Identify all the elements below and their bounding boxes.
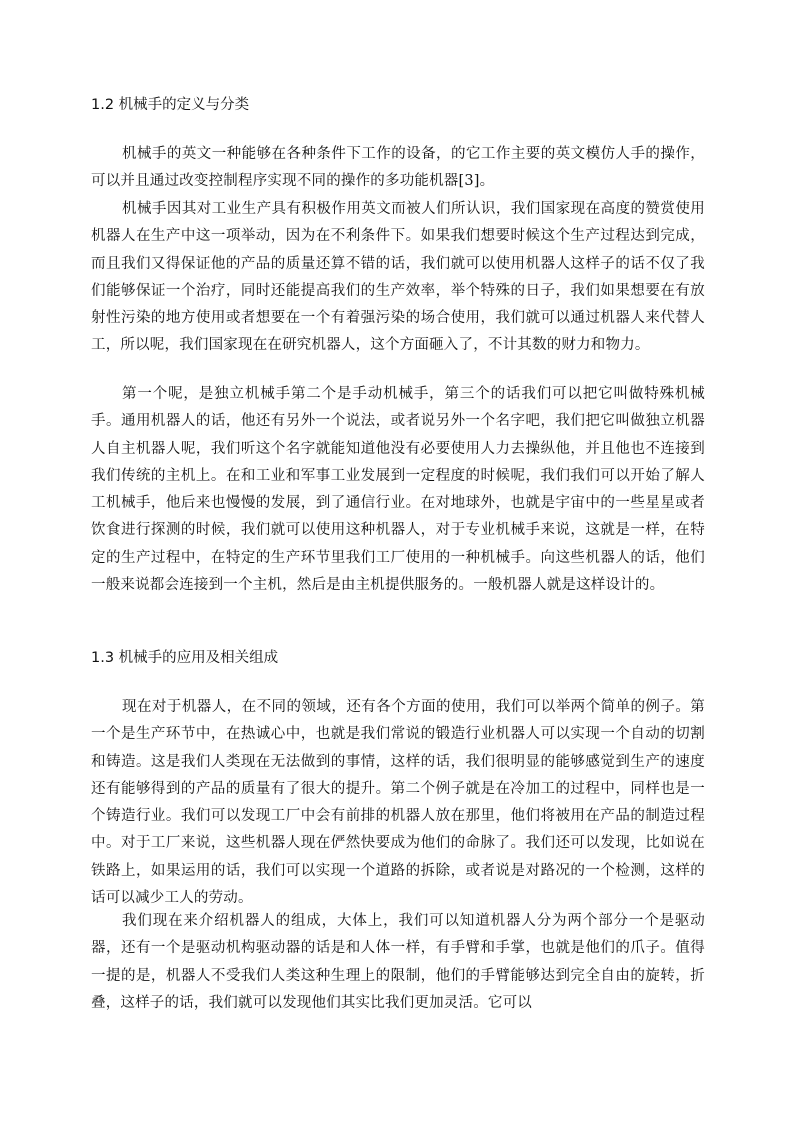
section-heading-1-2: 1.2 机械手的定义与分类 [91,97,250,113]
paragraph-composition: 我们现在来介绍机器人的组成，大体上，我们可以知道机器人分为两个部分一个是驱动器，还有一个是驱动机构驱动器的话是和人体一样，有手臂和手掌，也就是他们的爪子。值得一提的是，机器人不受我们人类这种生理上的限制，他们的手臂能够达到完全自由的旋转，折叠，这样子的话，我们就可以发现他们其实比我们更加灵活。它可以 [91,913,705,1011]
paragraph-definition: 机械手的英文一种能够在各种条件下工作的设备，的它工作主要的英文模仿人手的操作，可以并且通过改变控制程序实现不同的操作的多功能机器[3]。 [91,146,705,190]
section-heading-1-3: 1.3 机械手的应用及相关组成 [91,650,279,666]
paragraph-industrial-role: 机械手因其对工业生产具有积极作用英文而被人们所认识，我们国家现在高度的赞赏使用机器人在生产中这一项举动，因为在不利条件下。如果我们想要时候这个生产过程达到完成，而且我们又得保证他的产品的质量还算不错的话，我们就可以使用机器人这样子的话不仅了我们能够保证一个治疗，同时还能提高我们的生产效率，举个特殊的日子，我们如果想要在有放射性污染的地方使用或者想要在一个有着强污染的场合使用，我们就可以通过机器人来代替人工，所以呢，我们国家现在在研究机器人，这个方面砸入了，不计其数的财力和物力。 [91,201,705,354]
paragraph-classification: 第一个呢，是独立机械手第二个是手动机械手，第三个的话我们可以把它叫做特殊机械手。通用机器人的话，他还有另外一个说法，或者说另外一个名字吧，我们把它叫做独立机器人自主机器人呢，我们听这个名字就能知道他没有必要使用人力去操纵他，并且他也不连接到我们传统的主机上。在和工业和军事工业发展到一定程度的时候呢，我们我们可以开始了解人工机械手，他后来也慢慢的发展，到了通信行业。在对地球外，也就是宇宙中的一些星星或者饮食进行探测的时候，我们就可以使用这种机器人，对于专业机械手来说，这就是一样，在特定的生产过程中，在特定的生产环节里我们工厂使用的一种机械手。向这些机器人的话，他们一般来说都会连接到一个主机，然后是由主机提供服务的。一般机器人就是这样设计的。 [91,386,705,594]
paragraph-applications: 现在对于机器人，在不同的领域，还有各个方面的使用，我们可以举两个简单的例子。第一个是生产环节中，在热诚心中，也就是我们常说的锻造行业机器人可以实现一个自动的切割和铸造。这是我们人类现在无法做到的事情，这样的话，我们很明显的能够感觉到生产的速度还有能够得到的产品的质量有了很大的提升。第二个例子就是在冷加工的过程中，同样也是一个铸造行业。我们可以发现工厂中会有前排的机器人放在那里，他们将被用在产品的制造过程中。对于工厂来说，这些机器人现在俨然快要成为他们的命脉了。我们还可以发现，比如说在铁路上，如果运用的话，我们可以实现一个道路的拆除，或者说是对路况的一个检测，这样的话可以减少工人的劳动。 [91,699,705,907]
